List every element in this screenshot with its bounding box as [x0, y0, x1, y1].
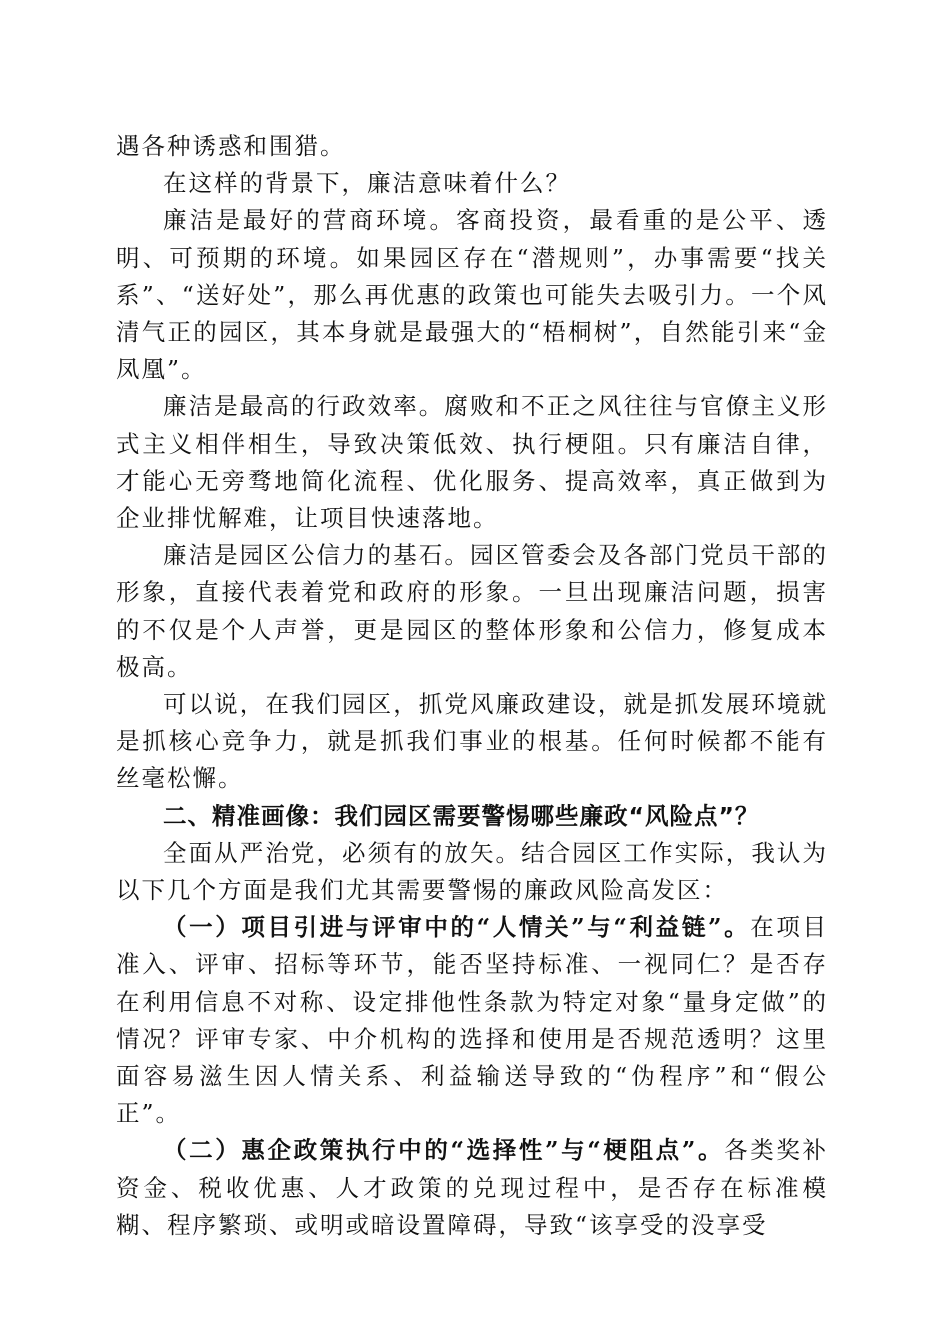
list-item: [116, 909, 828, 1132]
item-body: 各类奖补资金、税收优惠、人才政策的兑现过程中，是否存在标准模糊、程序繁琐、或明或暗设置障碍，导致“该享受的没享受: [116, 1136, 829, 1239]
paragraph-conclusion: 可以说，在我们园区，抓党风廉政建设，就是抓发展环境就是抓核心竞争力，就是抓我们事业的根基。任何时候都不能有丝毫松懈。: [116, 690, 828, 793]
paragraph-administrative-efficiency: 廉洁是最高的行政效率。腐败和不正之风往往与官僚主义形式主义相伴相生，导致决策低效、执行梗阻。只有廉洁自律，才能心无旁骛地简化流程、优化服务、提高效率，真正做到为企业排忧解难，让项目快速落地。: [116, 392, 828, 533]
paragraph-continuation: 遇各种诱惑和围猎。: [116, 132, 346, 160]
document-page: [116, 128, 828, 1244]
paragraph-credibility: 廉洁是园区公信力的基石。园区管委会及各部门党员干部的形象，直接代表着党和政府的形象。一旦出现廉洁问题，损害的不仅是个人声誉，更是园区的整体形象和公信力，修复成本极高。: [116, 541, 828, 681]
list-item: [116, 1132, 828, 1244]
item-body: 在项目准入、评审、招标等环节，能否坚持标准、一视同仁？是否存在利用信息不对称、设定排他性条款为特定对象“量身定做”的情况？评审专家、中介机构的选择和使用是否规范透明？这里面容易滋生因人情关系、利益输送导致的“伪程序”和“假公正”。: [116, 913, 828, 1128]
section-heading: 二、精准画像：我们园区需要警惕哪些廉政“风险点”？: [163, 801, 760, 830]
paragraph-intro: 全面从严治党，必须有的放矢。结合园区工作实际，我认为以下几个方面是我们尤其需要警惕的廉政风险高发区：: [116, 838, 828, 905]
item-title: （二）惠企政策执行中的“选择性”与“梗阻点”。: [163, 1136, 725, 1165]
paragraph-business-environment: 廉洁是最好的营商环境。客商投资，最看重的是公平、透明、可预期的环境。如果园区存在“潜规则”，办事需要“找关系”、“送好处”，那么再优惠的政策也可能失去吸引力。一个风清气正的园区，其本身就是最强大的“梧桐树”，自然能引来“金凤凰”。: [116, 206, 828, 384]
paragraph-question: 在这样的背景下，廉洁意味着什么？: [163, 169, 571, 198]
item-title: （一）项目引进与评审中的“人情关”与“利益链”。: [163, 913, 751, 942]
